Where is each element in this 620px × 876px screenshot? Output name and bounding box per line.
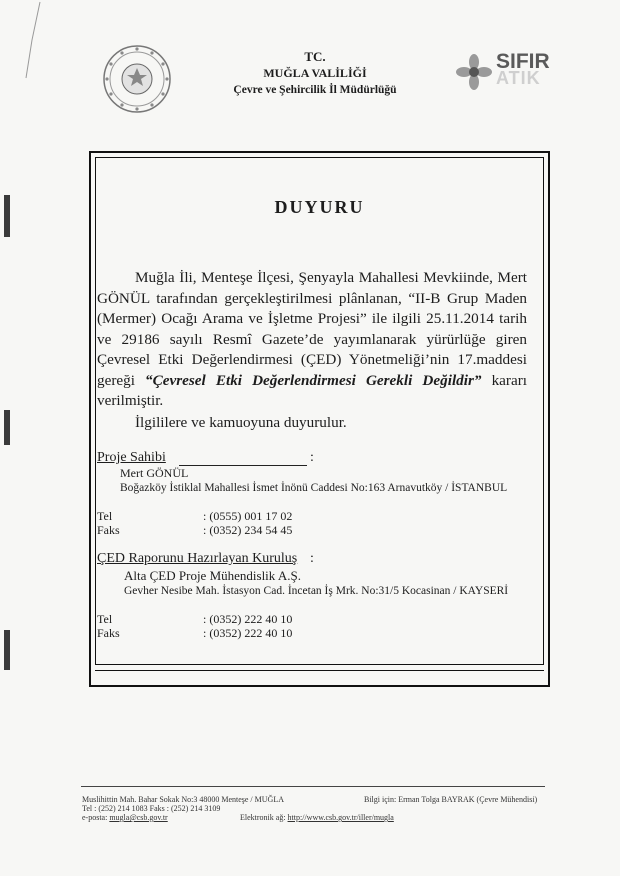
frame-divider — [95, 670, 544, 671]
footer-info: Bilgi için: Erman Tolga BAYRAK (Çevre Mühendisi) — [364, 795, 538, 804]
owner-heading — [97, 450, 317, 466]
notice-body — [97, 268, 527, 433]
zero-waste-logo — [456, 52, 556, 92]
owner-heading-colon: : — [310, 450, 314, 465]
preparer-fax: : (0352) 222 40 10 — [203, 626, 293, 640]
footer-email-label: e-posta: — [82, 813, 110, 822]
owner-name: Mert GÖNÜL — [120, 466, 189, 480]
owner-fax: : (0352) 234 54 45 — [203, 523, 293, 537]
footer-phone: Tel : (252) 214 1083 Faks : (252) 214 3109 — [82, 804, 221, 813]
preparer-name: Alta ÇED Proje Mühendislik A.Ş. — [124, 568, 301, 583]
scan-punch-mark — [4, 630, 10, 670]
logo-word-atik: ATIK — [496, 68, 541, 88]
letterhead — [0, 0, 620, 130]
scan-punch-mark — [4, 410, 10, 445]
notice-title: DUYURU — [274, 197, 365, 217]
letterhead-line-3: Çevre ve Şehircilik İl Müdürlüğü — [233, 84, 397, 96]
notice-paragraph-1 — [97, 268, 527, 412]
letterhead-title — [200, 48, 430, 99]
preparer-address: Gevher Nesibe Mah. İstasyon Cad. İncetan İş Mrk. No:31/5 Kocasinan / KAYSERİ — [124, 585, 509, 597]
footer-address: Muslihittin Mah. Bahar Sokak No:3 48000 Menteşe / MUĞLA — [82, 795, 284, 804]
owner-address: Boğazköy İstiklal Mahallesi İsmet İnönü Caddesi No:163 Arnavutköy / İSTANBUL — [120, 482, 508, 494]
preparer-fax-label: Faks — [97, 626, 120, 640]
ministry-seal-icon — [102, 44, 172, 114]
decision-text: “Çevresel Etki Değerlendirmesi Gerekli Değildir” — [145, 371, 482, 389]
preparer-heading-label: ÇED Raporunu Hazırlayan Kuruluş — [97, 551, 298, 566]
owner-tel-label: Tel — [97, 509, 113, 523]
footer-web-line — [240, 813, 394, 823]
letterhead-line-2: MUĞLA VALİLİĞİ — [263, 66, 367, 80]
footer-email-link[interactable]: mugla@csb.gov.tr — [109, 813, 168, 822]
owner-heading-label: Proje Sahibi — [97, 450, 166, 465]
footer-email-line — [82, 813, 168, 823]
preparer-tel-label: Tel — [97, 612, 113, 626]
footer-web-label: Elektronik ağ: — [240, 813, 288, 822]
footer-rule — [81, 786, 545, 787]
letterhead-line-1: TC. — [304, 49, 326, 64]
paragraph-1-text: Muğla İli, Menteşe İlçesi, Şenyayla Mahallesi Mevkiinde, Mert GÖNÜL tarafından gerçekleştirilmesi plânlanan, “II-B Grup Maden (Mermer) Ocağı Arama ve İşletme Projesi” ile ilgili 25.11.2014 tarih ve 29186 sayılı Resmî Gazete’de yayımlanarak yürürlüğe giren Çevresel Etki Değerlendirmesi (ÇED) Yönetmeliği’nin 17.maddesi gereği — [97, 269, 527, 389]
owner-tel: : (0555) 001 17 02 — [203, 509, 293, 523]
notice-paragraph-2: İlgililere ve kamuoyuna duyurulur. — [135, 413, 347, 431]
owner-heading-rule — [179, 465, 307, 466]
preparer-tel: : (0352) 222 40 10 — [203, 612, 293, 626]
preparer-heading-colon: : — [310, 551, 314, 566]
owner-fax-label: Faks — [97, 523, 120, 537]
paragraph-1-end: kararı verilmiştir. — [97, 371, 527, 409]
preparer-heading — [97, 551, 337, 567]
logo-word-sifir: SIFIR — [496, 50, 550, 73]
footer-web-link[interactable]: http://www.csb.gov.tr/iller/mugla — [287, 813, 394, 822]
scan-punch-mark — [4, 195, 10, 237]
zero-waste-logo-icon — [456, 54, 492, 90]
